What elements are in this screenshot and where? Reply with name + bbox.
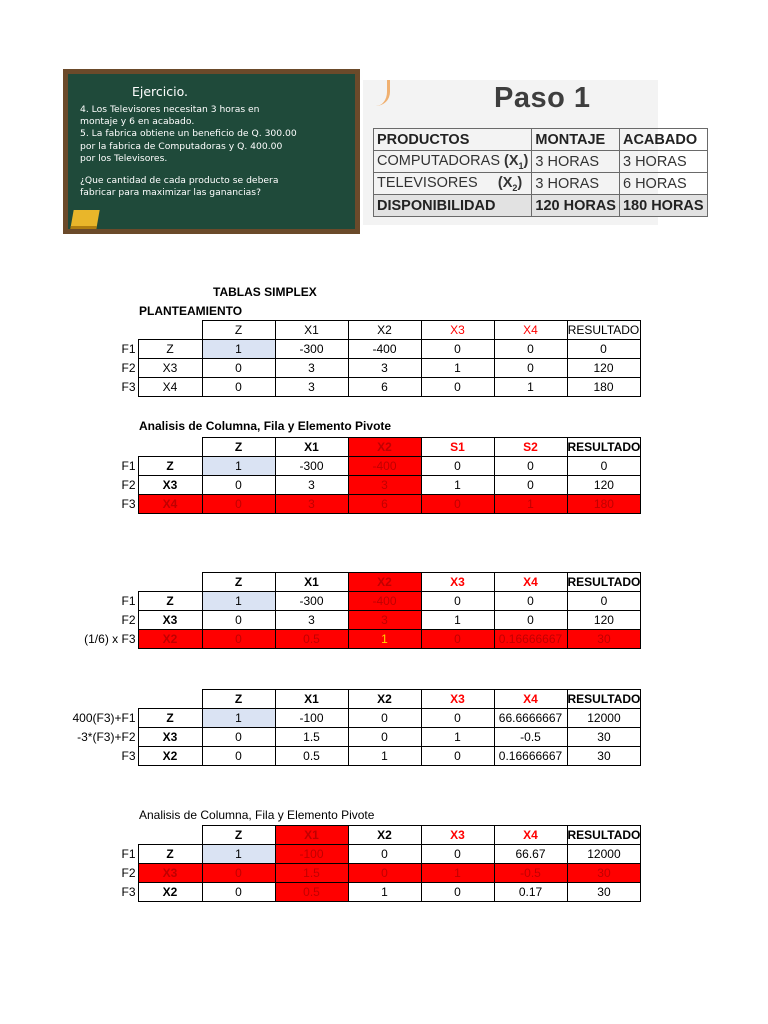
montaje-value: 3 HORAS	[532, 151, 620, 173]
board-line: por los Televisores.	[80, 152, 168, 164]
column-header: X4	[494, 690, 567, 709]
value-cell: 6	[348, 495, 421, 514]
table-row	[60, 747, 641, 766]
column-header: X1	[275, 826, 348, 845]
table-row	[60, 728, 641, 747]
value-cell: 180	[567, 495, 641, 514]
board-line: 5. La fabrica obtiene un beneficio de Q. 300.00	[80, 128, 297, 140]
value-cell: 6	[348, 378, 421, 397]
value-cell: -300	[275, 457, 348, 476]
value-cell: 0.16666667	[494, 747, 567, 766]
products-table	[373, 128, 708, 217]
value-cell: 120	[567, 476, 641, 495]
value-cell: 66.67	[494, 845, 567, 864]
value-cell: 1	[421, 728, 494, 747]
value-cell: 3	[348, 359, 421, 378]
value-cell: 0.5	[275, 883, 348, 902]
value-cell: 1	[494, 378, 567, 397]
column-header: X1	[275, 690, 348, 709]
column-header: X4	[494, 573, 567, 592]
empty-cell	[138, 573, 202, 592]
column-header: X3	[421, 321, 494, 340]
row-operation-label: F1	[121, 847, 136, 861]
value-cell: -400	[348, 592, 421, 611]
value-cell: 12000	[567, 845, 641, 864]
table-row	[60, 340, 640, 359]
value-cell: 1.5	[275, 728, 348, 747]
column-header: X3	[421, 573, 494, 592]
column-header: X2	[348, 573, 421, 592]
column-header: Z	[202, 321, 275, 340]
row-operation-label: F3	[121, 497, 136, 511]
decorative-curve-icon	[373, 80, 390, 106]
value-cell: 0	[494, 340, 567, 359]
column-header: X3	[421, 826, 494, 845]
pivot-analysis-table-2	[60, 825, 641, 902]
value-cell: 120	[567, 359, 640, 378]
basic-variable-cell: X2	[138, 630, 202, 649]
iteration-1-table	[60, 689, 641, 766]
value-cell: 0	[202, 495, 275, 514]
product-name: COMPUTADORAS $(X_1)$	[374, 151, 532, 173]
table-row	[60, 845, 641, 864]
row-operation-label: F1	[121, 459, 136, 473]
value-cell: 3	[348, 476, 421, 495]
value-cell: 0	[494, 476, 567, 495]
column-header: X4	[494, 321, 567, 340]
table-row	[60, 592, 641, 611]
planteamiento-table	[60, 320, 641, 397]
exercise-chalkboard-image	[63, 69, 360, 234]
basic-variable-cell: X3	[138, 864, 202, 883]
value-cell: 0	[421, 747, 494, 766]
value-cell: 0	[421, 630, 494, 649]
basic-variable-cell: X3	[138, 728, 202, 747]
table-row	[60, 709, 641, 728]
table-row	[60, 476, 641, 495]
value-cell: 0	[202, 864, 275, 883]
basic-variable-cell: Z	[138, 340, 202, 359]
value-cell: 1	[202, 457, 275, 476]
column-header: X1	[275, 438, 348, 457]
value-cell: 0	[348, 709, 421, 728]
value-cell: 30	[567, 728, 641, 747]
table-row	[60, 457, 641, 476]
value-cell: 3	[275, 476, 348, 495]
value-cell: 3	[275, 359, 348, 378]
column-header: X1	[275, 573, 348, 592]
basic-variable-cell: X4	[138, 495, 202, 514]
board-title: Ejercicio.	[132, 84, 189, 99]
value-cell: 1	[202, 845, 275, 864]
table-row	[60, 611, 641, 630]
empty-cell	[60, 573, 138, 592]
products-header: PRODUCTOS	[374, 129, 532, 151]
table-row	[60, 495, 641, 514]
disponibilidad-label: DISPONIBILIDAD	[374, 195, 532, 217]
row-operation-label: (1/6) x F3	[84, 632, 136, 646]
value-cell: 0	[202, 611, 275, 630]
value-cell: 1	[421, 864, 494, 883]
board-line: montaje y 6 en acabado.	[80, 116, 195, 128]
row-operation-label: F1	[121, 342, 136, 356]
basic-variable-cell: Z	[138, 592, 202, 611]
montaje-header: MONTAJE	[532, 129, 620, 151]
column-header: X2	[348, 690, 421, 709]
column-header: Z	[202, 690, 275, 709]
basic-variable-cell: X3	[138, 359, 202, 378]
value-cell: 0	[567, 340, 640, 359]
value-cell: 1	[494, 495, 567, 514]
empty-cell	[138, 321, 202, 340]
value-cell: -100	[275, 845, 348, 864]
empty-cell	[60, 321, 138, 340]
value-cell: -0.5	[494, 728, 567, 747]
value-cell: 1	[421, 476, 494, 495]
pivot-analysis-table-1	[60, 437, 641, 514]
value-cell: 0	[421, 495, 494, 514]
value-cell: 0	[567, 457, 641, 476]
acabado-value: 3 HORAS	[619, 151, 707, 173]
column-header: S2	[494, 438, 567, 457]
value-cell: 1	[348, 747, 421, 766]
row-operation-label: F1	[121, 594, 136, 608]
value-cell: 0	[421, 378, 494, 397]
montaje-value: 120 HORAS	[532, 195, 620, 217]
value-cell: 1	[202, 340, 275, 359]
column-header: Z	[202, 573, 275, 592]
value-cell: 0	[494, 611, 567, 630]
value-cell: -100	[275, 709, 348, 728]
value-cell: 0	[348, 845, 421, 864]
value-cell: 120	[567, 611, 641, 630]
value-cell: 3	[348, 611, 421, 630]
column-header: RESULTADO	[567, 438, 641, 457]
column-header: RESULTADO	[567, 690, 641, 709]
value-cell: 0.5	[275, 630, 348, 649]
value-cell: 0	[202, 728, 275, 747]
table-row	[60, 630, 641, 649]
value-cell: 0	[202, 747, 275, 766]
paso-1-image	[363, 80, 704, 225]
row-operation-label: 400(F3)+F1	[72, 711, 136, 725]
value-cell: 0	[202, 378, 275, 397]
column-header: X2	[348, 826, 421, 845]
value-cell: 0	[348, 728, 421, 747]
column-header: X2	[348, 321, 421, 340]
empty-cell	[60, 690, 138, 709]
value-cell: 0.17	[494, 883, 567, 902]
row-operation-label: F2	[121, 361, 136, 375]
value-cell: 30	[567, 747, 641, 766]
board-question: ¿Que cantidad de cada producto se debera	[80, 175, 279, 187]
empty-cell	[138, 690, 202, 709]
acabado-value: 180 HORAS	[619, 195, 707, 217]
board-question: fabricar para maximizar las ganancias?	[80, 187, 261, 199]
value-cell: 1	[202, 709, 275, 728]
montaje-value: 3 HORAS	[532, 173, 620, 195]
value-cell: 0	[421, 457, 494, 476]
board-line: 4. Los Televisores necesitan 3 horas en	[80, 104, 260, 115]
value-cell: 1	[421, 611, 494, 630]
basic-variable-cell: X4	[138, 378, 202, 397]
column-header: X2	[348, 438, 421, 457]
acabado-header: ACABADO	[619, 129, 707, 151]
value-cell: -300	[275, 592, 348, 611]
column-header: RESULTADO	[567, 826, 641, 845]
row-operation-label: -3*(F3)+F2	[77, 730, 136, 744]
empty-cell	[138, 438, 202, 457]
value-cell: 0	[202, 630, 275, 649]
row-operation-label: F3	[121, 380, 136, 394]
planteamiento-title: PLANTEAMIENTO	[139, 304, 243, 318]
column-header: RESULTADO	[567, 573, 641, 592]
column-header: RESULTADO	[567, 321, 640, 340]
value-cell: 1	[348, 630, 421, 649]
value-cell: 0	[494, 457, 567, 476]
value-cell: 3	[275, 378, 348, 397]
value-cell: 1.5	[275, 864, 348, 883]
row-operation-label: F2	[121, 613, 136, 627]
value-cell: 66.6666667	[494, 709, 567, 728]
basic-variable-cell: X3	[138, 476, 202, 495]
value-cell: 0	[494, 359, 567, 378]
normalized-row-table	[60, 572, 641, 649]
value-cell: 0	[421, 340, 494, 359]
value-cell: 0	[421, 845, 494, 864]
value-cell: 0	[494, 592, 567, 611]
value-cell: 3	[275, 611, 348, 630]
empty-cell	[60, 438, 138, 457]
value-cell: 12000	[567, 709, 641, 728]
column-header: Z	[202, 826, 275, 845]
value-cell: 0	[202, 883, 275, 902]
value-cell: 0	[421, 592, 494, 611]
paso-title: Paso 1	[494, 82, 591, 114]
value-cell: 0	[421, 883, 494, 902]
column-header: Z	[202, 438, 275, 457]
main-title: TABLAS SIMPLEX	[213, 285, 317, 299]
book-icon	[70, 210, 99, 229]
value-cell: 0	[567, 592, 641, 611]
chalkboard-surface	[68, 74, 355, 229]
row-operation-label: F3	[121, 885, 136, 899]
basic-variable-cell: X3	[138, 611, 202, 630]
value-cell: -0.5	[494, 864, 567, 883]
value-cell: 0	[348, 864, 421, 883]
value-cell: 0.16666667	[494, 630, 567, 649]
table-row	[60, 359, 640, 378]
board-line: por la fabrica de Computadoras y Q. 400.00	[80, 140, 283, 152]
value-cell: 30	[567, 630, 641, 649]
row-operation-label: F2	[121, 866, 136, 880]
basic-variable-cell: Z	[138, 709, 202, 728]
column-header: X4	[494, 826, 567, 845]
value-cell: 0	[421, 709, 494, 728]
row-operation-label: F2	[121, 478, 136, 492]
acabado-value: 6 HORAS	[619, 173, 707, 195]
empty-cell	[138, 826, 202, 845]
analisis-title-2: Analisis de Columna, Fila y Elemento Pivote	[139, 808, 375, 822]
basic-variable-cell: Z	[138, 845, 202, 864]
value-cell: 1	[202, 592, 275, 611]
value-cell: 0	[202, 476, 275, 495]
value-cell: 0.5	[275, 747, 348, 766]
value-cell: -400	[348, 340, 421, 359]
table-row	[60, 864, 641, 883]
column-header: X1	[275, 321, 348, 340]
basic-variable-cell: X2	[138, 747, 202, 766]
product-name: TELEVISORES $(X_2)$	[374, 173, 532, 195]
basic-variable-cell: Z	[138, 457, 202, 476]
value-cell: 1	[348, 883, 421, 902]
table-row	[60, 378, 640, 397]
value-cell: 0	[202, 359, 275, 378]
value-cell: 30	[567, 864, 641, 883]
row-operation-label: F3	[121, 749, 136, 763]
value-cell: -400	[348, 457, 421, 476]
column-header: X3	[421, 690, 494, 709]
analisis-title-1: Analisis de Columna, Fila y Elemento Pivote	[139, 419, 392, 433]
basic-variable-cell: X2	[138, 883, 202, 902]
table-row	[60, 883, 641, 902]
value-cell: 1	[421, 359, 494, 378]
empty-cell	[60, 826, 138, 845]
value-cell: 180	[567, 378, 640, 397]
value-cell: -300	[275, 340, 348, 359]
value-cell: 30	[567, 883, 641, 902]
value-cell: 3	[275, 495, 348, 514]
column-header: S1	[421, 438, 494, 457]
